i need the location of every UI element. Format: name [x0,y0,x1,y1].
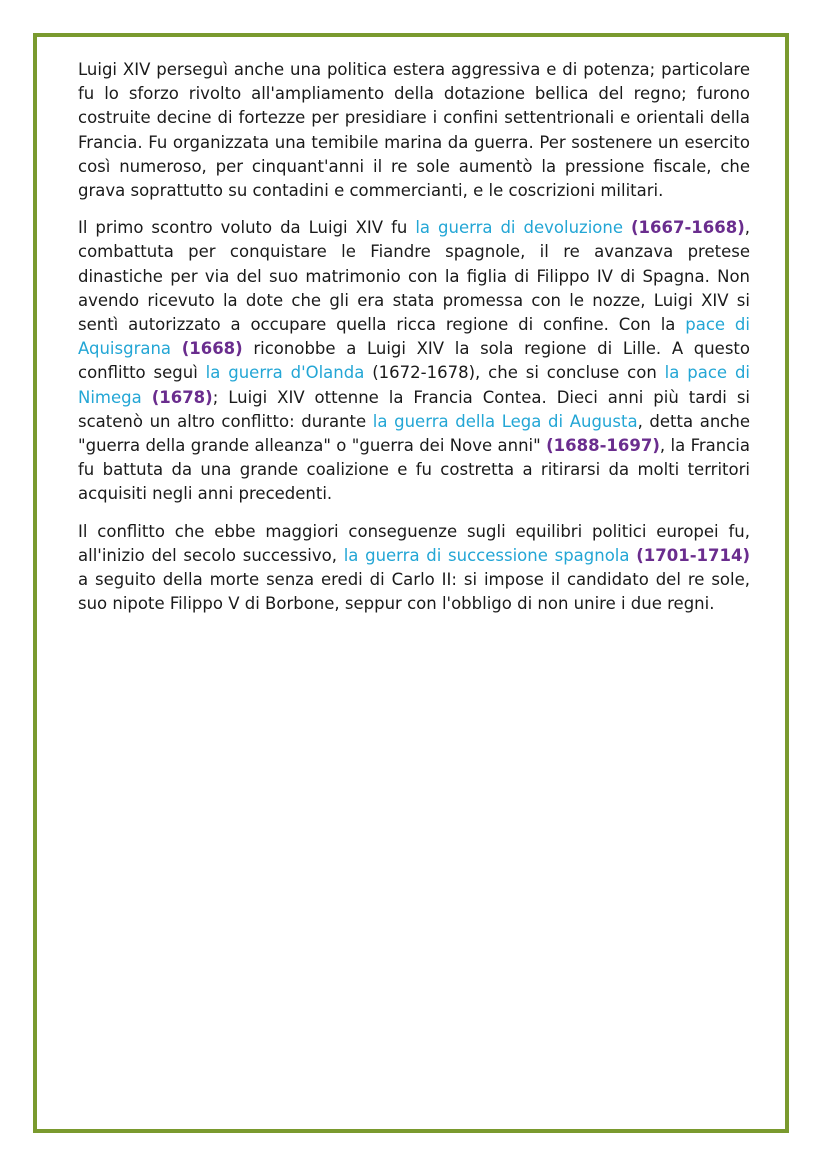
text-segment: riconobbe a Luigi XIV la sola regione di Lille. A questo conflitto seguì [78,339,750,383]
text-segment: Il conflitto che ebbe maggiori conseguenze sugli equilibri politici europei fu, all'inizio del secolo successivo, [78,521,750,565]
text-segment: , la Francia fu battuta da una grande coalizione e fu costretta a ritirarsi da molti territori acquisiti negli anni precedenti. [78,436,750,504]
text-segment [623,218,631,237]
text-segment: (1672-1678), che si concluse con [364,363,665,383]
date-1668: (1668) [181,339,243,359]
term-pace-aquisgrana: pace di Aquisgrana [78,315,750,359]
paragraph-succession [78,520,750,617]
term-pace-nimega: la pace di Nimega [78,363,750,407]
paragraph-wars [78,216,750,506]
date-1678: (1678) [151,387,213,407]
text-segment: ; Luigi XIV ottenne la Francia Contea. Dieci anni più tardi si scatenò un altro conflitto: durante [78,387,751,431]
date-1688-1697: (1688-1697) [546,436,660,456]
text-segment: , combattuta per conquistare le Fiandre spagnole, il re avanzava pretese dinastiche per via del suo matrimonio con la figlia di Filippo IV di Spagna. Non avendo ricevuto la dote che gli era stata promessa con le nozze, Luigi XIV si sentì autorizzato a occupare quella ricca regione di confine. Con la [78,218,751,335]
text-segment [171,339,182,358]
term-guerra-successione-spagnola: la guerra di successione spagnola [343,545,630,565]
term-guerra-devoluzione: la guerra di devoluzione [415,218,623,238]
text-segment [142,388,152,407]
date-1701-1714: (1701-1714) [636,545,751,565]
term-guerra-olanda: la guerra d'Olanda [205,363,365,383]
text-segment: , detta anche "guerra della grande alleanza" o "guerra dei Nove anni" [78,411,750,456]
paragraph-foreign-policy: Luigi XIV perseguì anche una politica estera aggressiva e di potenza; particolare fu lo sforzo rivolto all'ampliamento della dotazione bellica del regno; furono costruite decine di fortezze per presidiare i confini settentrionali e orientali della Francia. Fu organizzata una temibile marina da guerra. Per sostenere un esercito così numeroso, per cinquant'anni il re sole aumentò la pressione fiscale, che grava soprattutto su contadini e commercianti, e le coscrizioni militari. [78,60,750,201]
date-1667-1668: (1667-1668) [630,218,745,238]
term-guerra-lega-augusta: la guerra della Lega di Augusta [372,411,638,431]
text-segment: a seguito della morte senza eredi di Carlo II: si impose il candidato del re sole, suo nipote Filippo V di Borbone, seppur con l'obbligo di non unire i due regni. [78,570,750,614]
text-segment: Il primo scontro voluto da Luigi XIV fu [78,218,416,238]
document-body [78,58,750,629]
